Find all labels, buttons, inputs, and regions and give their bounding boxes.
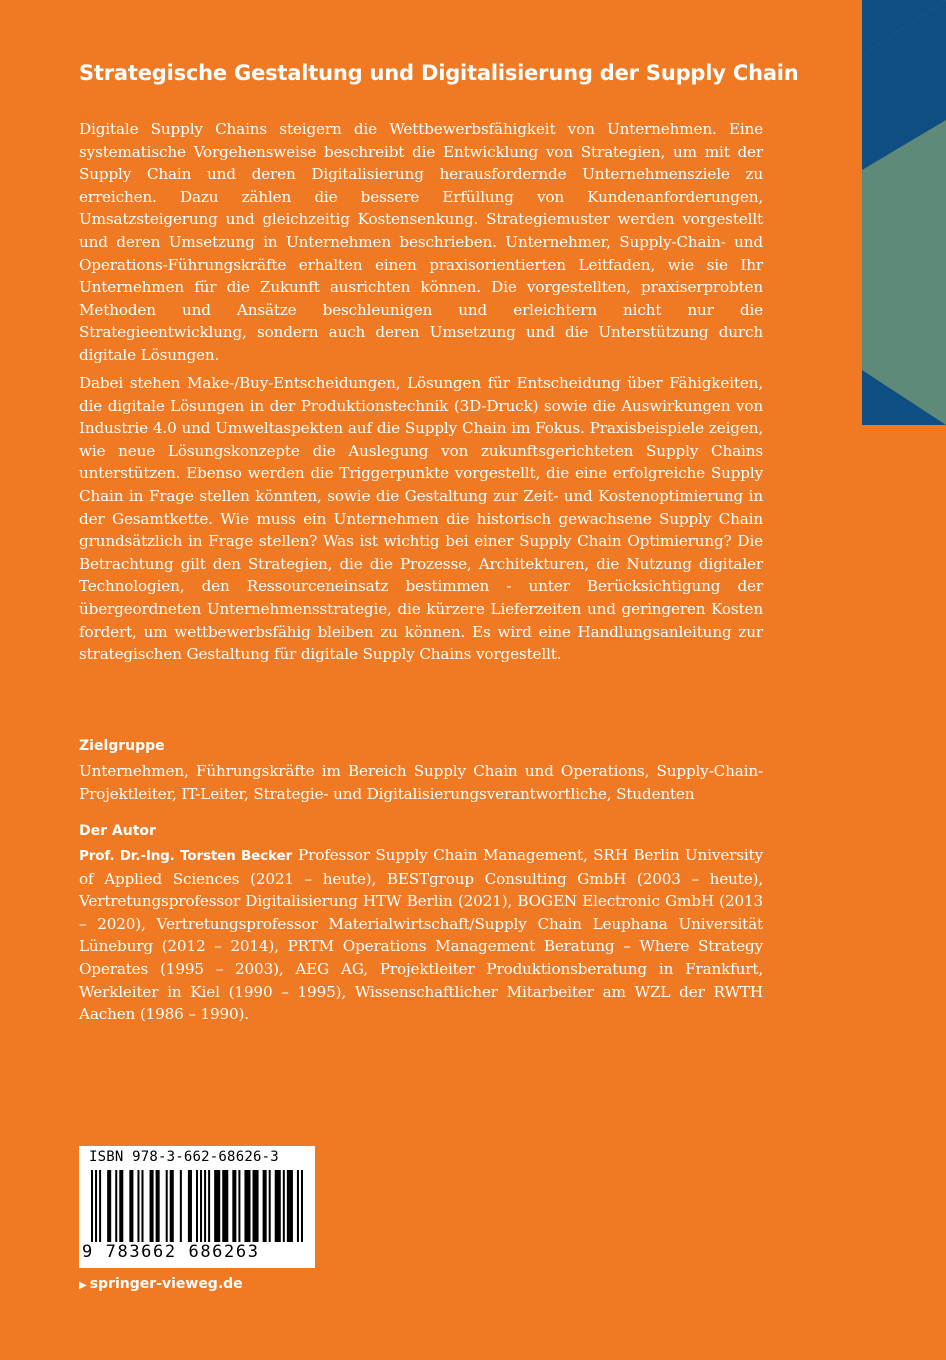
- barcode-bar: [141, 1170, 143, 1242]
- author-heading: Der Autor: [79, 823, 156, 839]
- barcode-bar: [253, 1170, 259, 1242]
- barcode-bar: [204, 1170, 206, 1242]
- barcode-bar: [95, 1170, 97, 1242]
- barcode-bar: [137, 1170, 139, 1242]
- barcode-bar: [129, 1170, 133, 1242]
- barcode-bar: [222, 1170, 228, 1242]
- publisher-link[interactable]: [79, 1276, 243, 1292]
- barcode-digits: 9 783662 686263: [82, 1242, 260, 1262]
- target-group-heading: Zielgruppe: [79, 738, 165, 754]
- isbn-label: ISBN 978-3-662-68626-3: [89, 1149, 279, 1165]
- barcode-bar: [297, 1170, 299, 1242]
- description-paragraph-1: Digitale Supply Chains steigern die Wettbewerbsfähigkeit von Unternehmen. Eine systematische Vorgehensweise beschreibt die Entwicklung von Strategien, um mit der Supply Chain und deren Digitalisierung herausfordernde Unternehmensziele zu erreichen. Dazu zählen die bessere Erfüllung von Kundenanforderungen, Umsatzsteigerung und gleichzeitig Kostensenkung. Strategiemuster werden vorgestellt und deren Umsetzung in Unternehmen beschrieben. Unternehmer, Supply-Chain- und Operations-Führungskräfte erhalten einen praxisorientierten Leitfaden, wie sie Ihr Unternehmen für die Zukunft ausrichten können. Die vorgestellten, praxiserprobten Methoden und Ansätze beschleunigen und erleichtern nicht nur die Strategieentwicklung, sondern auch deren Umsetzung und die Unterstützung durch digitale Lösungen.: [79, 120, 763, 364]
- barcode-bar: [283, 1170, 285, 1242]
- page-title: Strategische Gestaltung und Digitalisierung der Supply Chain: [79, 61, 799, 85]
- barcode-bar: [214, 1170, 220, 1242]
- barcode-bar: [269, 1170, 271, 1242]
- description-paragraph-2: Dabei stehen Make-/Buy-Entscheidungen, Lösungen für Entscheidung über Fähigkeiten, die digitale Lösungen in der Produktionstechnik (3D-Druck) sowie die Auswirkungen von Industrie 4.0 und Umweltaspekten auf die Supply Chain im Fokus. Praxisbeispiele zeigen, wie neue Lösungskonzepte die Auslegung von zukunftsgerichteten Supply Chains unterstützen. Ebenso werden die Triggerpunkte vorgestellt, die eine erfolgreiche Supply Chain in Frage stellen könnten, sowie die Gestaltung zur Zeit- und Kostenoptimierung in der Gesamtkette. Wie muss ein Unternehmen die historisch gewachsene Supply Chain grundsätzlich in Frage stellen? Was ist wichtig bei einer Supply Chain Optimierung? Die Betrachtung gilt den Strategien, die die Prozesse, Architekturen, die Nutzung digitaler Technologien, den Ressourceneinsatz bestimmen - unter Berücksichtigung der übergeordneten Unternehmensstrategie, die kürzere Lieferzeiten und geringeren Kosten fordert, um wettbewerbsfähig bleiben zu können. Es wird eine Handlungsanleitung zur strategischen Gestaltung für digitale Supply Chains vorgestellt.: [79, 374, 763, 664]
- barcode-bars-graphic: [91, 1170, 303, 1242]
- barcode-bar: [170, 1170, 174, 1242]
- barcode-bar: [107, 1170, 111, 1242]
- barcode-bar: [287, 1170, 293, 1242]
- cover-side-band: [862, 0, 946, 425]
- author-bio: [79, 844, 763, 1026]
- barcode-bar: [196, 1170, 198, 1242]
- barcode-bar: [119, 1170, 123, 1242]
- barcode-bar: [115, 1170, 117, 1242]
- barcode-bar: [180, 1170, 182, 1242]
- barcode-bar: [99, 1170, 101, 1242]
- barcode-bar: [208, 1170, 210, 1242]
- barcode-bar: [238, 1170, 240, 1242]
- author-name: Prof. Dr.-Ing. Torsten Becker: [79, 848, 293, 864]
- barcode-bar: [232, 1170, 236, 1242]
- isbn-barcode: [79, 1146, 315, 1268]
- barcode-bar: [156, 1170, 160, 1242]
- barcode-bar: [200, 1170, 202, 1242]
- barcode-bar: [263, 1170, 267, 1242]
- barcode-bar: [244, 1170, 250, 1242]
- barcode-bar: [301, 1170, 303, 1242]
- barcode-bar: [166, 1170, 168, 1242]
- target-group-text: Unternehmen, Führungskräfte im Bereich Supply Chain und Operations, Supply-Chain-Projektleiter, IT-Leiter, Strategie- und Digitalisierungsverantwortliche, Studenten: [79, 762, 763, 803]
- barcode-bar: [150, 1170, 154, 1242]
- barcode-bar: [91, 1170, 93, 1242]
- barcode-bar: [275, 1170, 281, 1242]
- arrow-right-icon: ▶: [79, 1280, 87, 1291]
- publisher-url: springer-vieweg.de: [89, 1276, 243, 1292]
- author-bio-text: Professor Supply Chain Management, SRH Berlin University of Applied Sciences (2021 – heute), BESTgroup Consulting GmbH (2003 – heute), Vertretungsprofessor Digitalisierung HTW Berlin (2021), BOGEN Electronic GmbH (2013 – 2020), Vertretungsprofessor Materialwirtschaft/Supply Chain Leuphana Universität Lüneburg (2012 – 2014), PRTM Operations Management Beratung – Where Strategy Operates (1995 – 2003), AEG AG, Projektleiter Produktionsberatung in Frankfurt, Werkleiter in Kiel (1990 – 1995), Wissenschaftlicher Mitarbeiter am WZL der RWTH Aachen (1986 – 1990).: [79, 846, 763, 1024]
- barcode-bar: [188, 1170, 192, 1242]
- side-band-graphic: [862, 0, 946, 425]
